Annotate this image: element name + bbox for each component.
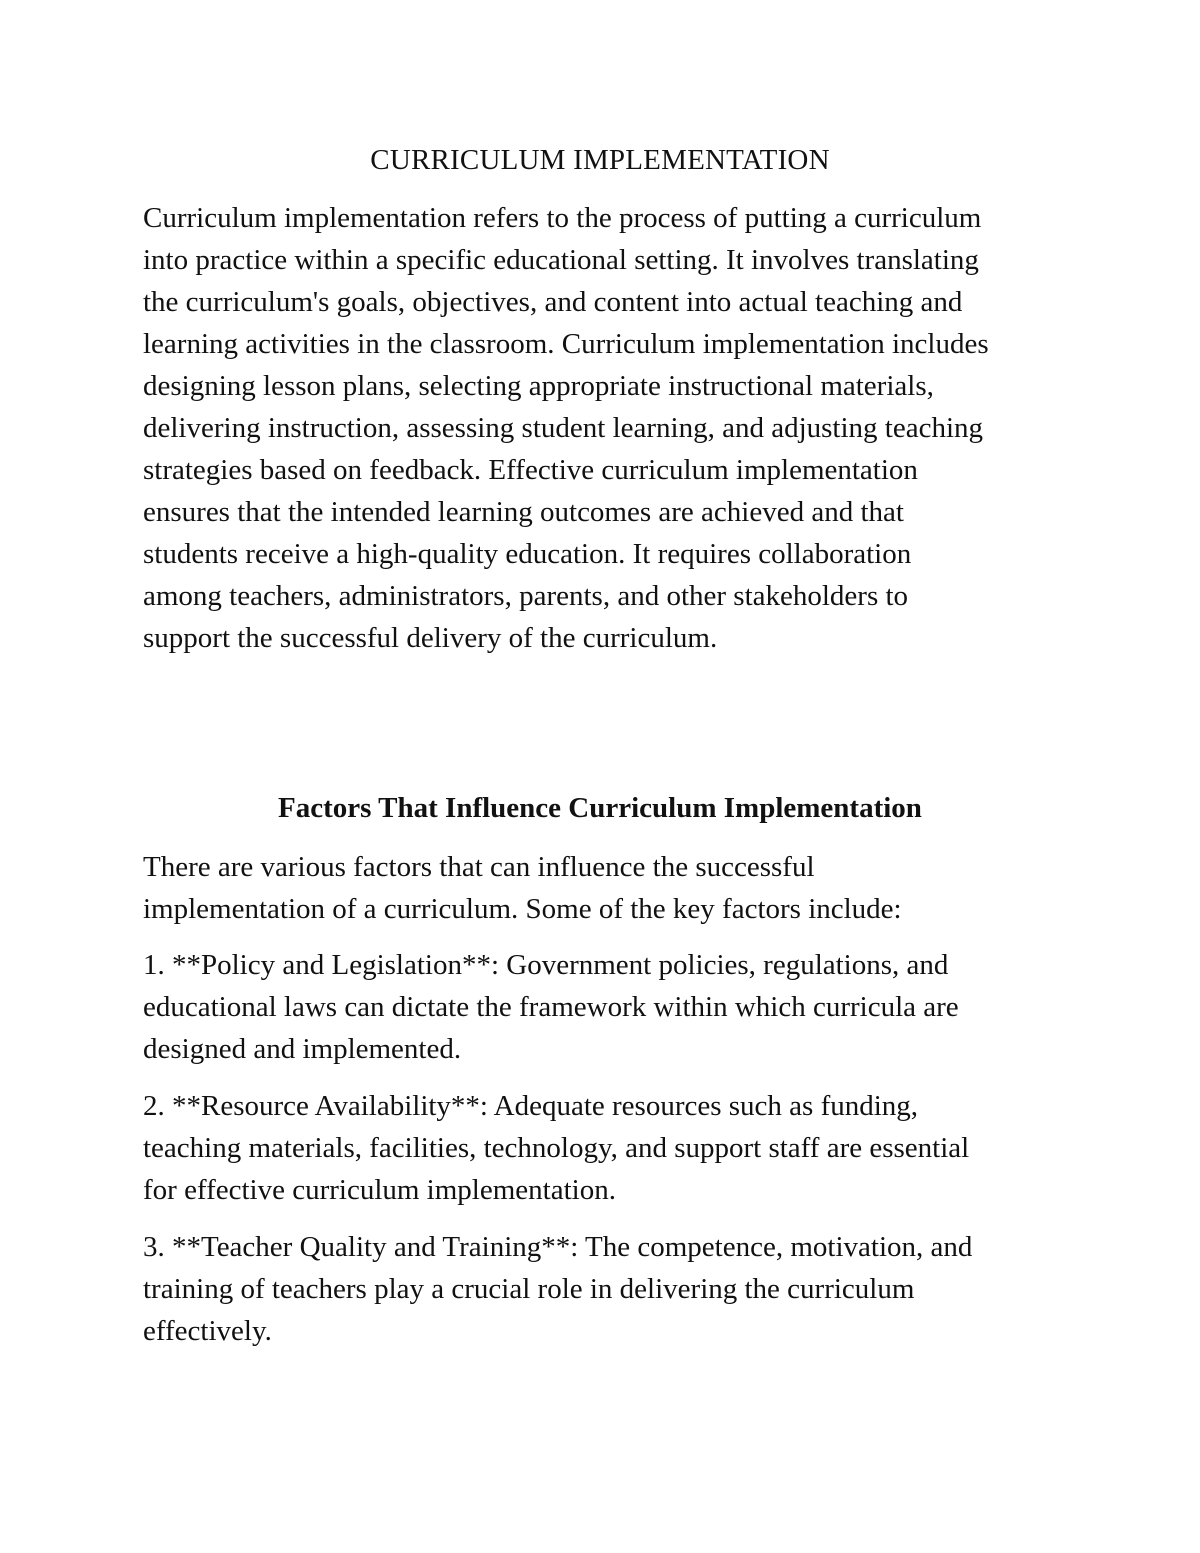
factor-line: designed and implemented.: [143, 1033, 462, 1065]
intro-line: students receive a high-quality education. It requires collaboration: [143, 538, 912, 570]
intro-line: designing lesson plans, selecting appropriate instructional materials,: [143, 370, 934, 402]
intro-line: learning activities in the classroom. Curriculum implementation includes: [143, 328, 989, 360]
intro-line: support the successful delivery of the curriculum.: [143, 622, 718, 654]
factor-line: teaching materials, facilities, technology, and support staff are essential: [143, 1132, 970, 1164]
intro-line: Curriculum implementation refers to the process of putting a curriculum: [143, 202, 982, 234]
document-title: CURRICULUM IMPLEMENTATION: [370, 144, 830, 176]
factor-line: effectively.: [143, 1315, 272, 1347]
section-intro-line: There are various factors that can influence the successful: [143, 851, 815, 883]
factor-line: 3. **Teacher Quality and Training**: The competence, motivation, and: [143, 1231, 973, 1263]
factor-line: 1. **Policy and Legislation**: Government policies, regulations, and: [143, 949, 949, 981]
factor-item-3: [143, 1226, 1063, 1352]
section-intro-line: implementation of a curriculum. Some of the key factors include:: [143, 893, 902, 925]
intro-line: the curriculum's goals, objectives, and content into actual teaching and: [143, 286, 963, 318]
factor-item-1: [143, 944, 1063, 1070]
intro-line: delivering instruction, assessing student learning, and adjusting teaching: [143, 412, 984, 444]
factor-item-2: [143, 1085, 1063, 1211]
intro-paragraph: [143, 197, 1063, 659]
intro-line: among teachers, administrators, parents, and other stakeholders to: [143, 580, 909, 612]
intro-line: ensures that the intended learning outcomes are achieved and that: [143, 496, 904, 528]
section-heading: Factors That Influence Curriculum Implementation: [278, 792, 922, 824]
factor-line: 2. **Resource Availability**: Adequate resources such as funding,: [143, 1090, 919, 1122]
factor-line: training of teachers play a crucial role in delivering the curriculum: [143, 1273, 915, 1305]
intro-line: strategies based on feedback. Effective curriculum implementation: [143, 454, 918, 486]
factor-line: educational laws can dictate the framework within which curricula are: [143, 991, 959, 1023]
factor-line: for effective curriculum implementation.: [143, 1174, 616, 1206]
intro-line: into practice within a specific educational setting. It involves translating: [143, 244, 979, 276]
section-intro-paragraph: [143, 846, 1063, 930]
